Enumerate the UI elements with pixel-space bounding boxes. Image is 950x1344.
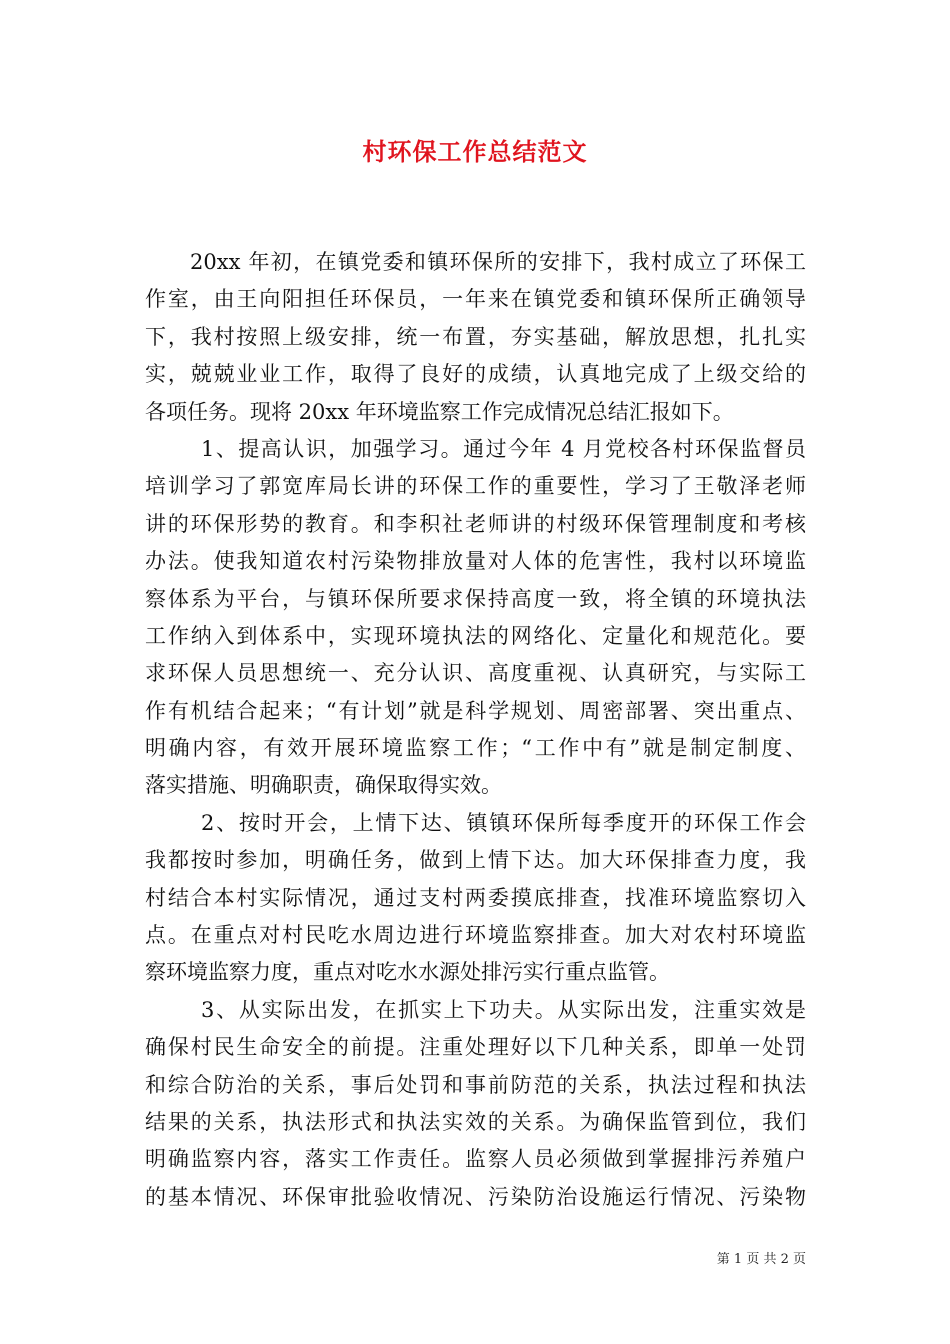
text-line: 20xx 年初，在镇党委和镇环保所的安排下，我村成立了环保工 [190, 250, 806, 274]
paragraph [145, 992, 806, 1216]
text-line: 办法。使我知道农村污染物排放量对人体的危害性，我村以环境监 [145, 549, 806, 574]
text-line: 作有机结合起来；“有计划”就是科学规划、周密部署、突出重点、 [145, 698, 806, 723]
page-footer: 第 1 页 共 2 页 [716, 1252, 806, 1267]
paragraph [145, 244, 806, 431]
text-line: 1、提高认识，加强学习。通过今年 4 月党校各村环保监督员 [201, 436, 806, 461]
text-line: 作室，由王向阳担任环保员，一年来在镇党委和镇环保所正确领导 [145, 287, 806, 312]
text-line: 各项任务。现将 20xx 年环境监察工作完成情况总结汇报如下。 [145, 399, 734, 424]
text-line: 点。在重点对村民吃水周边进行环境监察排查。加大对农村环境监 [145, 923, 806, 948]
text-line: 实，兢兢业业工作，取得了良好的成绩，认真地完成了上级交给的 [145, 362, 806, 387]
text-line: 3、从实际出发，在抓实上下功夫。从实际出发，注重实效是 [201, 997, 806, 1022]
text-line: 培训学习了郭宽库局长讲的环保工作的重要性，学习了王敬泽老师 [145, 474, 806, 499]
text-line: 求环保人员思想统一、充分认识、高度重视、认真研究，与实际工 [145, 661, 806, 686]
text-line: 的基本情况、环保审批验收情况、污染防治设施运行情况、污染物 [145, 1184, 806, 1209]
text-line: 明确监察内容，落实工作责任。监察人员必须做到掌握排污养殖户 [145, 1147, 806, 1172]
text-line: 确保村民生命安全的前提。注重处理好以下几种关系，即单一处罚 [145, 1035, 806, 1060]
document-body [145, 244, 806, 1216]
text-line: 结果的关系，执法形式和执法实效的关系。为确保监管到位，我们 [145, 1109, 806, 1134]
paragraph [145, 431, 806, 805]
text-line: 下，我村按照上级安排，统一布置，夯实基础，解放思想，扎扎实 [145, 324, 806, 349]
text-line: 察体系为平台，与镇环保所要求保持高度一致，将全镇的环境执法 [145, 586, 806, 611]
text-line: 我都按时参加，明确任务，做到上情下达。加大环保排查力度，我 [145, 848, 806, 873]
text-line: 明确内容，有效开展环境监察工作；“工作中有”就是制定制度、 [145, 736, 806, 761]
paragraph [145, 805, 806, 992]
text-line: 工作纳入到体系中，实现环境执法的网络化、定量化和规范化。要 [145, 623, 806, 648]
text-line: 讲的环保形势的教育。和李积社老师讲的村级环保管理制度和考核 [145, 511, 806, 536]
text-line: 村结合本村实际情况，通过支村两委摸底排查，找准环境监察切入 [145, 885, 806, 910]
text-line: 察环境监察力度，重点对吃水水源处排污实行重点监管。 [145, 960, 670, 985]
document-title: 村环保工作总结范文 [362, 137, 588, 166]
text-line: 和综合防治的关系，事后处罚和事前防范的关系，执法过程和执法 [145, 1072, 806, 1097]
text-line: 落实措施、明确职责，确保取得实效。 [145, 773, 502, 798]
text-line: 2、按时开会，上情下达、镇镇环保所每季度开的环保工作会 [201, 810, 806, 835]
